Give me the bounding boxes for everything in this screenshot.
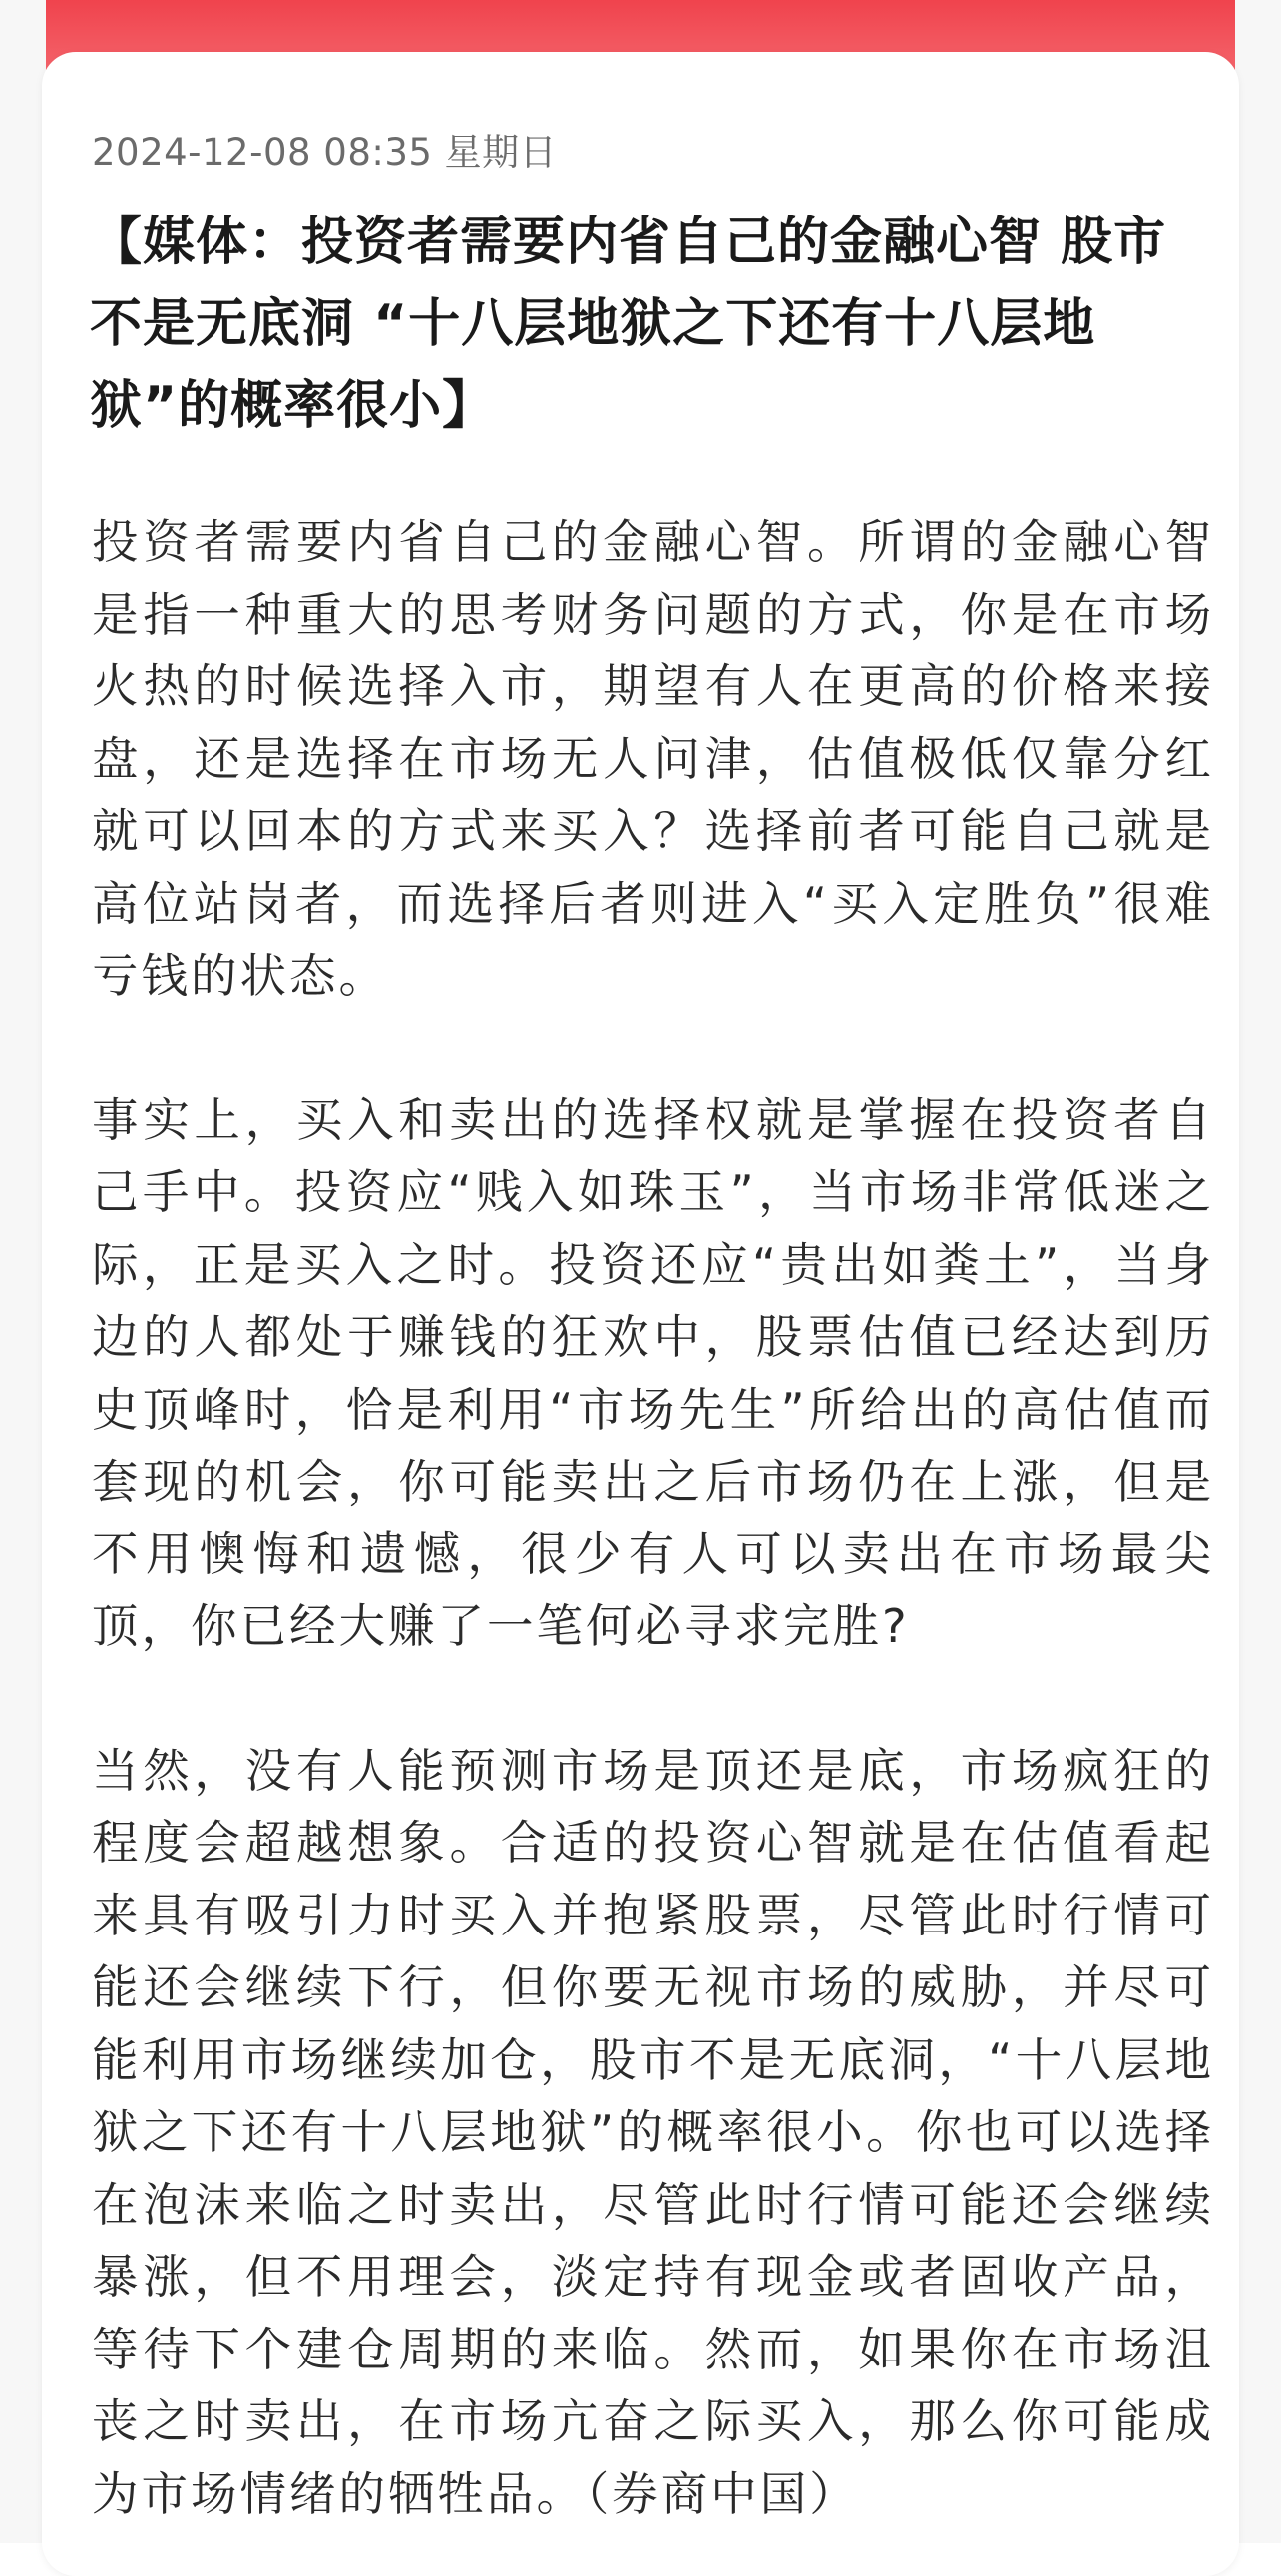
post-timestamp: 2024-12-08 08:35 星期日 — [92, 131, 558, 174]
post-headline: 【媒体：投资者需要内省自己的金融心智 股市不是无底洞 “十八层地狱之下还有十八层地狱”的概率很小】 — [90, 213, 1167, 436]
paragraph: 当然，没有人能预测市场是顶还是底，市场疯狂的程度会超越想象。合适的投资心智就是在估值看起来具有吸引力时买入并抱紧股票，尽管此时行情可能还会继续下行，但你要无视市场的威胁，并尽可能利用市场继续加仓，股市不是无底洞，“十八层地狱之下还有十八层地狱”的概率很小。你也可以选择在泡沫来临之时卖出，尽管此时行情可能还会继续暴涨，但不用理会，淡定持有现金或者固收产品，等待下个建仓周期的来临。然而，如果你在市场沮丧之时卖出，在市场亢奋之际买入，那么你可能成为市场情绪的牺牲品。（券商中国） — [92, 1743, 1214, 2521]
paragraph: 事实上，买入和卖出的选择权就是掌握在投资者自己手中。投资应“贱入如珠玉”，当市场非常低迷之际，正是买入之时。投资还应“贵出如粪土”，当身边的人都处于赚钱的狂欢中，股票估值已经达到历史顶峰时，恰是利用“市场先生”所给出的高估值而套现的机会，你可能卖出之后市场仍在上涨，但是不用懊悔和遗憾，很少有人可以卖出在市场最尖顶，你已经大赚了一笔何必寻求完胜? — [92, 1092, 1214, 1653]
page-margin-right — [1235, 0, 1281, 2543]
paragraph: 投资者需要内省自己的金融心智。所谓的金融心智是指一种重大的思考财务问题的方式，你是在市场火热的时候选择入市，期望有人在更高的价格来接盘，还是选择在市场无人问津，估值极低仅靠分红就可以回本的方式来买入？选择前者可能自己就是高位站岗者，而选择后者则进入“买入定胜负”很难亏钱的状态。 — [92, 515, 1214, 1003]
post-body — [92, 506, 1214, 2530]
page-margin-left — [0, 0, 46, 2543]
post-card — [42, 52, 1239, 2576]
